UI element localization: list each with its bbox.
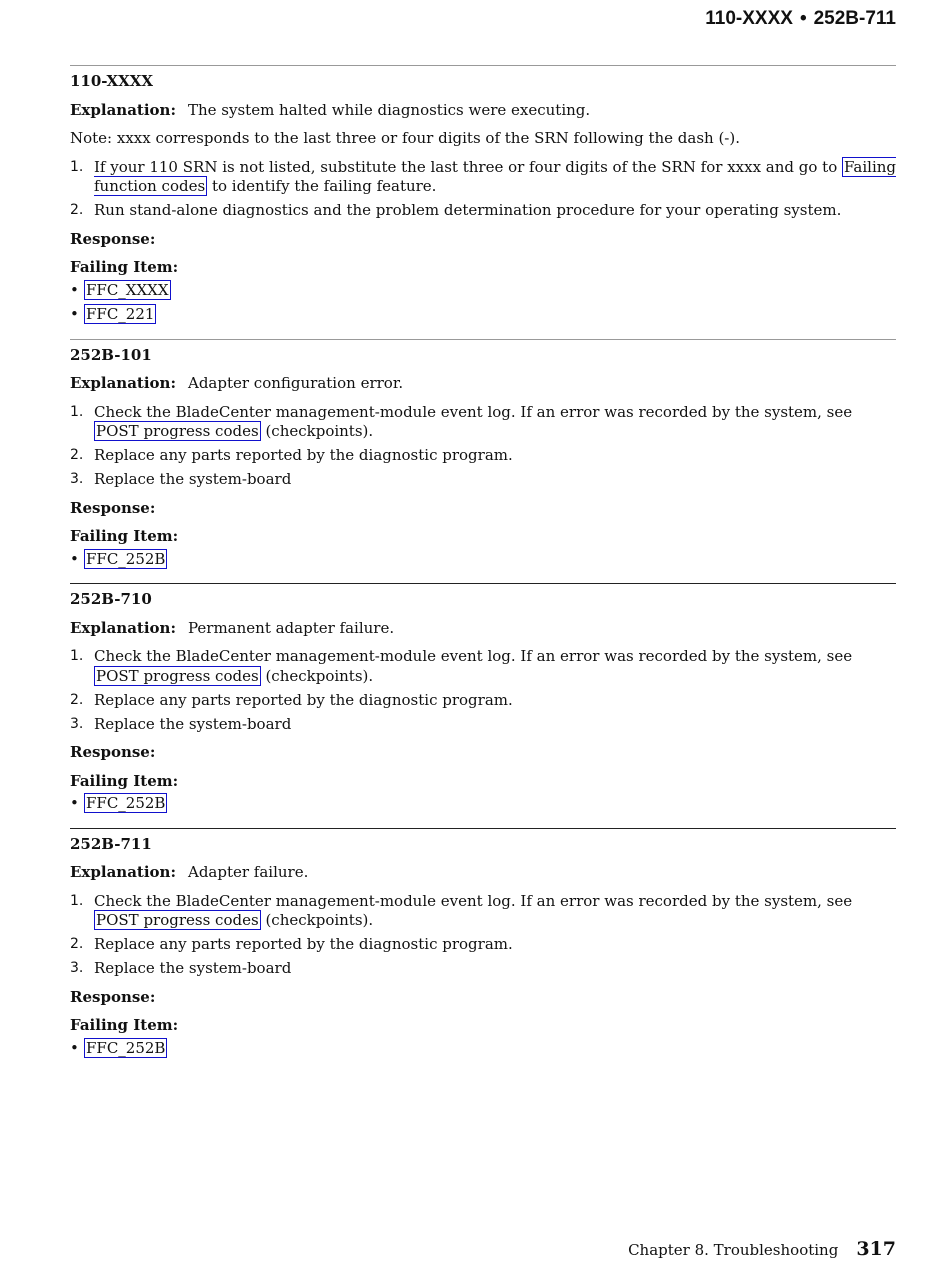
explanation-label: Explanation: xyxy=(70,374,176,392)
ffc-link[interactable]: FFC_252B xyxy=(86,549,166,568)
step-number: 1. xyxy=(70,892,84,909)
step xyxy=(70,470,896,490)
bullet-icon: • xyxy=(70,1038,79,1057)
explanation xyxy=(70,374,896,394)
steps-list xyxy=(70,892,896,979)
explanation xyxy=(70,619,896,639)
explanation-label: Explanation: xyxy=(70,863,176,881)
step xyxy=(70,647,896,686)
step-number: 3. xyxy=(70,960,84,976)
entry-252b-101 xyxy=(70,339,896,570)
post-progress-codes-link[interactable]: POST progress codes xyxy=(96,911,259,929)
failing-item-label: Failing Item: xyxy=(70,258,179,276)
step-number: 1. xyxy=(70,158,84,175)
failing-items-list xyxy=(70,550,896,570)
ffc-link[interactable]: FFC_252B xyxy=(86,1038,166,1057)
step xyxy=(70,959,896,979)
error-code: 252B-711 xyxy=(70,834,152,853)
response-label: Response: xyxy=(70,498,156,517)
header-right-code: 252B-711 xyxy=(813,8,896,29)
step-text: Replace the system-board xyxy=(94,714,292,733)
post-progress-codes-link[interactable]: POST progress codes xyxy=(96,666,259,685)
step-text: Run stand-alone diagnostics and the problem determination procedure for your operating system. xyxy=(94,201,842,219)
step-number: 1. xyxy=(70,403,84,420)
failing-item-label: Failing Item: xyxy=(70,527,179,545)
header-left-code: 110-XXXX xyxy=(705,8,793,29)
step-text: Check the BladeCenter management-module event log. If an error was recorded by the system, see xyxy=(94,647,853,665)
running-header xyxy=(705,8,896,30)
step-text: Check the BladeCenter management-module event log. If an error was recorded by the system, see xyxy=(94,891,853,910)
step xyxy=(70,892,896,931)
error-code: 252B-101 xyxy=(70,345,152,364)
failing-items-list xyxy=(70,1039,896,1059)
bullet-icon: • xyxy=(70,794,79,812)
entry-110-xxxx xyxy=(70,65,896,325)
step-number: 3. xyxy=(70,715,84,732)
steps-list xyxy=(70,647,896,734)
step-number: 2. xyxy=(70,691,84,708)
entry-252b-711 xyxy=(70,828,896,1059)
step-number: 2. xyxy=(70,447,84,463)
step-number: 2. xyxy=(70,936,84,952)
failing-item xyxy=(70,550,896,570)
step-text: Replace any parts reported by the diagnostic program. xyxy=(94,935,513,953)
explanation-label: Explanation: xyxy=(70,618,176,637)
step-text-after: (checkpoints). xyxy=(260,422,374,440)
step-text: Replace the system-board xyxy=(94,470,292,488)
explanation-text: Adapter configuration error. xyxy=(187,374,404,392)
error-code: 110-XXXX xyxy=(70,72,153,90)
failing-function-codes-link[interactable]: Failing function codes xyxy=(94,157,897,195)
response-label: Response: xyxy=(70,229,156,248)
bullet-icon: • xyxy=(70,549,79,568)
explanation-text: The system halted while diagnostics were executing. xyxy=(187,100,591,119)
post-progress-codes-link[interactable]: POST progress codes xyxy=(96,422,259,440)
explanation-label: Explanation: xyxy=(70,100,176,119)
step xyxy=(70,446,896,466)
page-footer xyxy=(628,1238,896,1260)
step-text: Replace any parts reported by the diagnostic program. xyxy=(94,690,513,709)
bullet-icon: • xyxy=(70,280,79,299)
failing-item xyxy=(70,305,896,325)
step xyxy=(70,403,896,442)
note: Note: xxxx corresponds to the last three or four digits of the SRN following the dash (-). xyxy=(70,129,740,147)
failing-items-list xyxy=(70,794,896,814)
failing-item xyxy=(70,1039,896,1059)
step xyxy=(70,201,896,221)
step-number: 3. xyxy=(70,471,84,487)
steps-list xyxy=(70,403,896,490)
ffc-link[interactable]: FFC_XXXX xyxy=(86,280,169,299)
failing-item xyxy=(70,281,896,301)
response-label: Response: xyxy=(70,743,156,761)
ffc-link[interactable]: FFC_221 xyxy=(86,305,155,323)
ffc-link[interactable]: FFC_252B xyxy=(86,794,166,812)
chapter-title: Chapter 8. Troubleshooting xyxy=(628,1241,839,1259)
header-separator: • xyxy=(799,8,807,29)
steps-list xyxy=(70,158,896,221)
entry-252b-710 xyxy=(70,583,896,814)
explanation xyxy=(70,863,896,883)
step-text: Replace the system-board xyxy=(94,959,292,977)
step-number: 2. xyxy=(70,202,84,218)
error-code: 252B-710 xyxy=(70,590,152,608)
explanation-text: Adapter failure. xyxy=(187,863,309,881)
step-text: If your 110 SRN is not listed, substitute the last three or four digits of the SRN for xxxx and go to xyxy=(94,157,843,176)
step xyxy=(70,715,896,735)
failing-item xyxy=(70,794,896,814)
step xyxy=(70,935,896,955)
step-text: Replace any parts reported by the diagnostic program. xyxy=(94,446,513,464)
step-text-after: (checkpoints). xyxy=(260,666,374,685)
bullet-icon: • xyxy=(70,305,79,323)
step-text-after: (checkpoints). xyxy=(260,911,374,929)
page-content xyxy=(70,65,896,1063)
step xyxy=(70,691,896,711)
step xyxy=(70,158,896,197)
step-number: 1. xyxy=(70,648,84,664)
step-text: Check the BladeCenter management-module event log. If an error was recorded by the system, see xyxy=(94,402,853,421)
step-text-after: to identify the failing feature. xyxy=(207,177,437,195)
response-label: Response: xyxy=(70,987,156,1006)
failing-item-label: Failing Item: xyxy=(70,1016,179,1034)
explanation xyxy=(70,101,896,121)
explanation-text: Permanent adapter failure. xyxy=(187,618,395,637)
failing-item-label: Failing Item: xyxy=(70,771,179,790)
failing-items-list xyxy=(70,281,896,325)
page-number: 317 xyxy=(856,1238,896,1260)
